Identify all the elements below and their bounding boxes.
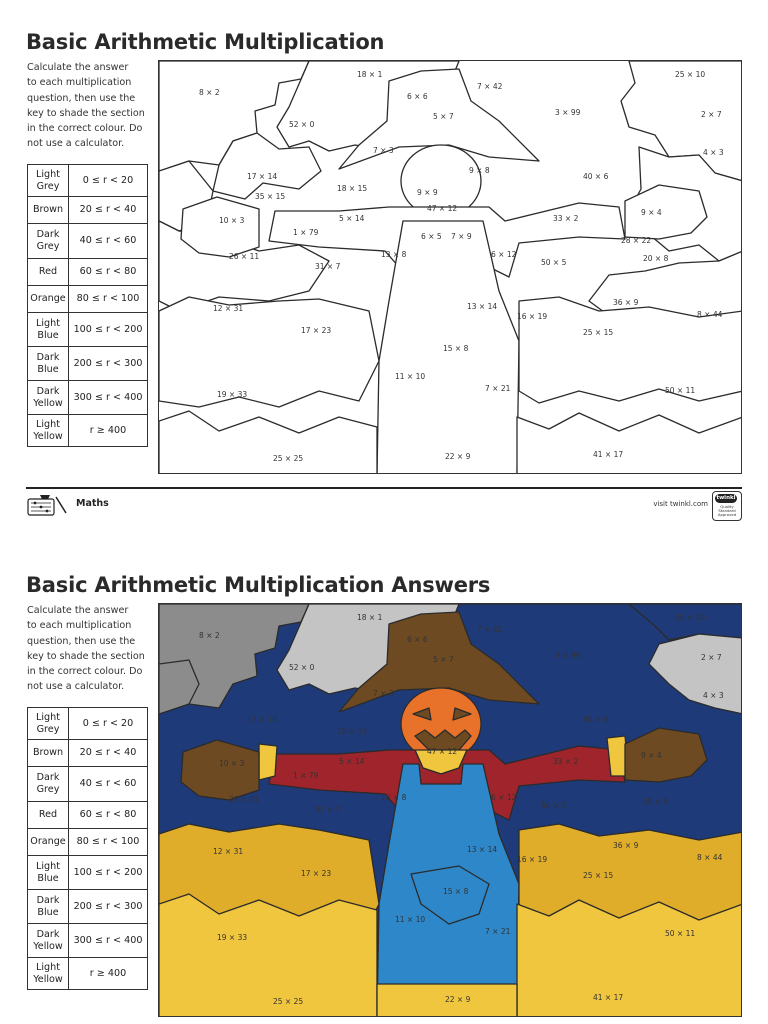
key-colour: Light Yellow <box>28 415 69 447</box>
instruction-line: Calculate the answer <box>27 605 129 616</box>
question-label: 4 × 3 <box>703 148 724 157</box>
answers-title: Basic Arithmetic Multiplication Answers <box>26 573 491 597</box>
key-colour: Dark Grey <box>28 224 69 259</box>
question-label: 3 × 99 <box>555 651 581 660</box>
field-region <box>517 900 742 1017</box>
question-label: 8 × 2 <box>199 631 220 640</box>
key-range: 200 ≤ r < 300 <box>69 890 148 924</box>
question-label: 19 × 33 <box>217 390 248 399</box>
question-label: 5 × 7 <box>433 112 454 121</box>
question-label: 7 × 3 <box>373 689 394 698</box>
field-region <box>159 297 379 407</box>
question-label: 52 × 0 <box>289 663 315 672</box>
question-label: 10 × 3 <box>219 759 245 768</box>
key-colour: Red <box>28 259 69 286</box>
question-label: 31 × 7 <box>315 262 341 271</box>
question-label: 35 × 15 <box>255 192 286 201</box>
question-label: 50 × 11 <box>665 386 696 395</box>
question-label: 40 × 6 <box>583 715 609 724</box>
scarecrow-outline <box>159 61 742 474</box>
question-label: 33 × 2 <box>553 757 579 766</box>
question-label: 13 × 14 <box>467 302 498 311</box>
key-colour: Light Grey <box>28 708 69 740</box>
field-region <box>517 413 742 474</box>
key-colour: Light Blue <box>28 313 69 347</box>
question-label: 9 × 8 <box>469 166 490 175</box>
question-label: 8 × 2 <box>199 88 220 97</box>
question-label: 31 × 7 <box>315 805 341 814</box>
question-label: 18 × 1 <box>357 70 383 79</box>
question-label: 18 × 1 <box>357 613 383 622</box>
question-label: 1 × 79 <box>293 771 319 780</box>
question-label: 50 × 5 <box>541 258 567 267</box>
twinkl-logo: twinkl <box>716 495 736 501</box>
key-range: 0 ≤ r < 20 <box>69 708 148 740</box>
question-label: 13 × 14 <box>467 845 498 854</box>
page-footer <box>26 487 742 525</box>
instruction-line: Calculate the answer <box>27 62 129 73</box>
worksheet-title: Basic Arithmetic Multiplication <box>26 30 385 54</box>
question-label: 12 × 31 <box>213 304 244 313</box>
question-label: 25 × 25 <box>273 997 304 1006</box>
question-label: 5 × 7 <box>433 655 454 664</box>
key-range: 80 ≤ r < 100 <box>69 829 148 856</box>
question-label: 7 × 42 <box>477 625 503 634</box>
key-colour: Dark Yellow <box>28 381 69 415</box>
key-colour: Orange <box>28 829 69 856</box>
instruction-line: to each multiplication <box>27 77 132 89</box>
footer-visit-link[interactable]: visit twinkl.com <box>653 500 708 508</box>
question-label: 8 × 44 <box>697 310 723 319</box>
question-label: 52 × 0 <box>289 120 315 129</box>
maths-icon <box>26 493 68 523</box>
question-label: 2 × 7 <box>701 653 722 662</box>
question-label: 1 × 79 <box>293 228 319 237</box>
question-label: 2 × 7 <box>701 110 722 119</box>
instruction-line: not use a calculator. <box>27 681 125 693</box>
key-colour: Dark Yellow <box>28 924 69 958</box>
left-hand-region <box>181 197 259 257</box>
instruction-line: in the correct colour. Do <box>27 123 143 135</box>
question-label: 13 × 8 <box>381 250 407 259</box>
key-range: 40 ≤ r < 60 <box>69 224 148 259</box>
key-colour: Red <box>28 802 69 829</box>
question-label: 7 × 3 <box>373 146 394 155</box>
question-label: 7 × 21 <box>485 927 511 936</box>
question-label: 7 × 21 <box>485 384 511 393</box>
question-label: 9 × 4 <box>641 751 662 760</box>
question-label: 17 × 23 <box>301 326 332 335</box>
question-label: 15 × 8 <box>443 344 469 353</box>
key-range: 20 ≤ r < 40 <box>69 197 148 224</box>
question-label: 13 × 8 <box>381 793 407 802</box>
question-label: 50 × 5 <box>541 801 567 810</box>
question-label: 25 × 25 <box>273 454 304 463</box>
key-range: 40 ≤ r < 60 <box>69 767 148 802</box>
question-label: 16 × 19 <box>517 855 548 864</box>
key-colour: Dark Grey <box>28 767 69 802</box>
question-label: 26 × 11 <box>229 795 260 804</box>
question-label: 25 × 15 <box>583 871 614 880</box>
key-range: 100 ≤ r < 200 <box>69 856 148 890</box>
scarecrow-picture-coloured <box>158 603 742 1017</box>
field-region <box>159 894 377 1017</box>
question-label: 41 × 17 <box>593 450 624 459</box>
question-label: 33 × 2 <box>553 214 579 223</box>
colour-key-table <box>27 164 148 447</box>
question-label: 41 × 17 <box>593 993 624 1002</box>
key-colour: Light Yellow <box>28 958 69 990</box>
key-colour: Brown <box>28 197 69 224</box>
question-label: 9 × 4 <box>641 208 662 217</box>
instruction-line: question, then use the <box>27 92 136 104</box>
worksheet-instructions <box>27 60 149 152</box>
answers-instructions <box>27 603 149 695</box>
key-range: 300 ≤ r < 400 <box>69 924 148 958</box>
question-label: 5 × 14 <box>339 757 365 766</box>
key-range: r ≥ 400 <box>69 958 148 990</box>
question-label: 16 × 19 <box>517 312 548 321</box>
question-label: 6 × 5 <box>421 232 442 241</box>
question-label: 18 × 15 <box>337 184 368 193</box>
twinkl-quality-badge <box>712 491 742 521</box>
key-colour: Light Blue <box>28 856 69 890</box>
question-label: 36 × 9 <box>613 841 639 850</box>
key-colour: Dark Blue <box>28 347 69 381</box>
question-label: 4 × 3 <box>703 691 724 700</box>
key-range: 100 ≤ r < 200 <box>69 313 148 347</box>
question-label: 6 × 12 <box>491 250 517 259</box>
question-label: 25 × 10 <box>675 70 706 79</box>
question-label: 6 × 6 <box>407 92 428 101</box>
left-hand-region <box>181 740 259 800</box>
question-label: 36 × 9 <box>613 298 639 307</box>
question-label: 8 × 44 <box>697 853 723 862</box>
question-label: 20 × 8 <box>643 254 669 263</box>
instruction-line: to each multiplication <box>27 620 132 632</box>
question-label: 40 × 6 <box>583 172 609 181</box>
key-range: 60 ≤ r < 80 <box>69 802 148 829</box>
question-label: 5 × 14 <box>339 214 365 223</box>
cuff-region <box>259 744 277 780</box>
footer-subject: Maths <box>76 498 109 509</box>
question-label: 7 × 42 <box>477 82 503 91</box>
instruction-line: in the correct colour. Do <box>27 666 143 678</box>
key-range: 60 ≤ r < 80 <box>69 259 148 286</box>
scarecrow-picture-blank <box>158 60 742 474</box>
key-range: 0 ≤ r < 20 <box>69 165 148 197</box>
question-label: 6 × 6 <box>407 635 428 644</box>
question-label: 6 × 12 <box>491 793 517 802</box>
question-label: 22 × 9 <box>445 995 471 1004</box>
instruction-line: key to shade the section <box>27 650 145 662</box>
question-label: 17 × 14 <box>247 715 278 724</box>
instruction-line: question, then use the <box>27 635 136 647</box>
question-label: 19 × 33 <box>217 933 248 942</box>
key-colour: Light Grey <box>28 165 69 197</box>
question-label: 17 × 14 <box>247 172 278 181</box>
answers-colour-key-table <box>27 707 148 990</box>
question-label: 11 × 10 <box>395 915 426 924</box>
question-label: 25 × 10 <box>675 613 706 622</box>
question-label: 22 × 9 <box>445 452 471 461</box>
question-label: 47 × 12 <box>427 204 458 213</box>
question-label: 47 × 12 <box>427 747 458 756</box>
key-range: 300 ≤ r < 400 <box>69 381 148 415</box>
question-label: 3 × 99 <box>555 108 581 117</box>
key-range: 200 ≤ r < 300 <box>69 347 148 381</box>
question-label: 50 × 11 <box>665 929 696 938</box>
question-label: 18 × 15 <box>337 727 368 736</box>
question-label: 11 × 10 <box>395 372 426 381</box>
question-label: 17 × 23 <box>301 869 332 878</box>
question-label: 9 × 9 <box>417 188 438 197</box>
question-label: 12 × 31 <box>213 847 244 856</box>
instruction-line: not use a calculator. <box>27 138 125 150</box>
quality-badge-text: Quality Standard Approved <box>717 504 737 518</box>
key-colour: Dark Blue <box>28 890 69 924</box>
question-label: 20 × 8 <box>643 797 669 806</box>
key-range: r ≥ 400 <box>69 415 148 447</box>
key-range: 20 ≤ r < 40 <box>69 740 148 767</box>
question-label: 15 × 8 <box>443 887 469 896</box>
key-colour: Orange <box>28 286 69 313</box>
question-label: 26 × 11 <box>229 252 260 261</box>
question-label: 25 × 15 <box>583 328 614 337</box>
question-label: 28 × 22 <box>621 236 652 245</box>
field-region <box>159 411 377 474</box>
key-colour: Brown <box>28 740 69 767</box>
key-range: 80 ≤ r < 100 <box>69 286 148 313</box>
scarecrow-coloured <box>159 604 742 1017</box>
question-label: 7 × 9 <box>451 232 472 241</box>
question-label: 10 × 3 <box>219 216 245 225</box>
instruction-line: key to shade the section <box>27 107 145 119</box>
